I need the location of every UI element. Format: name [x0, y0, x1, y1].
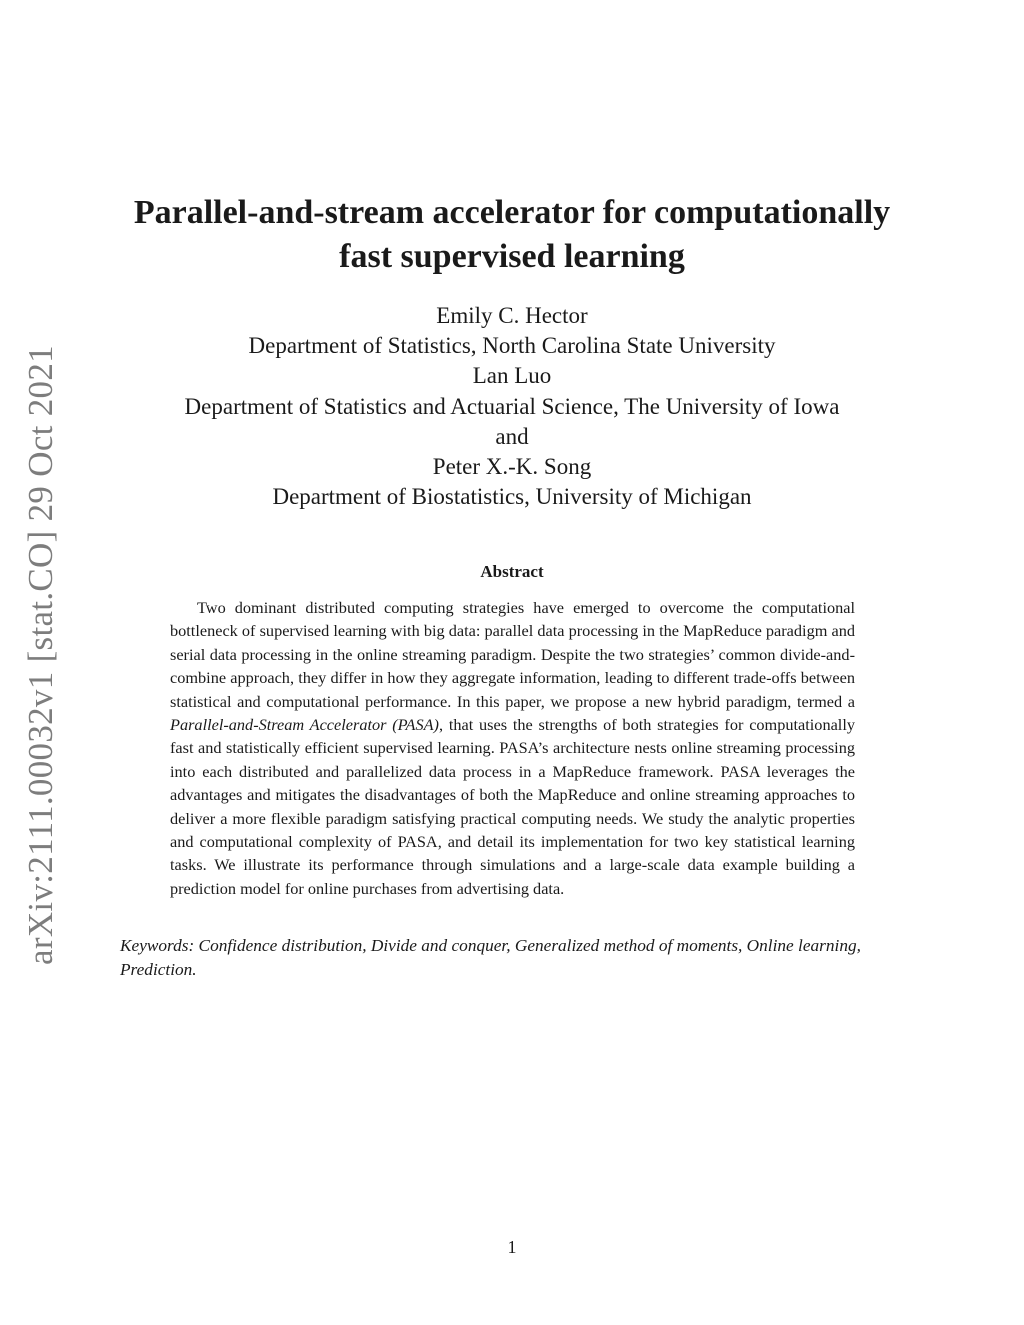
author-block — [100, 301, 924, 512]
title-line-2: fast supervised learning — [339, 238, 685, 275]
author-affiliation: Department of Biostatistics, University of Michigan — [272, 484, 752, 510]
author-affiliation: Department of Statistics and Actuarial Science, The University of Iowa — [184, 393, 840, 419]
paper-title — [100, 191, 924, 279]
abstract-text-after: , that uses the strengths of both strategies for computationally fast and statistically efficient supervised learning. PASA’s architecture nests online streaming processing into each distributed and parallelized data process in a MapReduce framework. PASA leverages the advantages and mitigates the disadvantages of both the MapReduce and online streaming approaches to deliver a more flexible paradigm satisfying practical computing needs. We study the analytic properties and computational complexity of PASA, and detail its implementation for two key statistical learning tasks. We illustrate its performance through simulations and a large-scale data example building a prediction model for online purchases from advertising data. — [170, 715, 855, 898]
title-line-1: Parallel-and-stream accelerator for computationally — [133, 194, 891, 231]
keywords: Keywords: Confidence distribution, Divide and conquer, Generalized method of moments, Online learning, Prediction. — [120, 936, 861, 979]
abstract-heading: Abstract — [480, 562, 544, 581]
author-name: Peter X.-K. Song — [432, 454, 592, 480]
abstract-text-before: Two dominant distributed computing strategies have emerged to overcome the computational bottleneck of supervised learning with big data: parallel data processing in the MapReduce paradigm and serial data processing in the online streaming paradigm. Despite the two strategies’ common divide-and-combine approach, they differ in how they aggregate information, leading to different trade-offs between statistical and computational performance. In this paper, we propose a new hybrid paradigm, termed a — [170, 598, 855, 711]
author-conjunction: and — [495, 423, 529, 449]
author-name: Emily C. Hector — [436, 303, 588, 328]
page-number: 1 — [507, 1237, 517, 1257]
author-name: Lan Luo — [472, 363, 552, 389]
arxiv-identifier-stamp: arXiv:2111.00032v1 [stat.CO] 29 Oct 2021 — [21, 345, 60, 965]
abstract-body — [170, 596, 855, 900]
author-affiliation: Department of Statistics, North Carolina State University — [248, 333, 776, 359]
abstract-emphasis: Parallel-and-Stream Accelerator (PASA) — [170, 715, 439, 735]
